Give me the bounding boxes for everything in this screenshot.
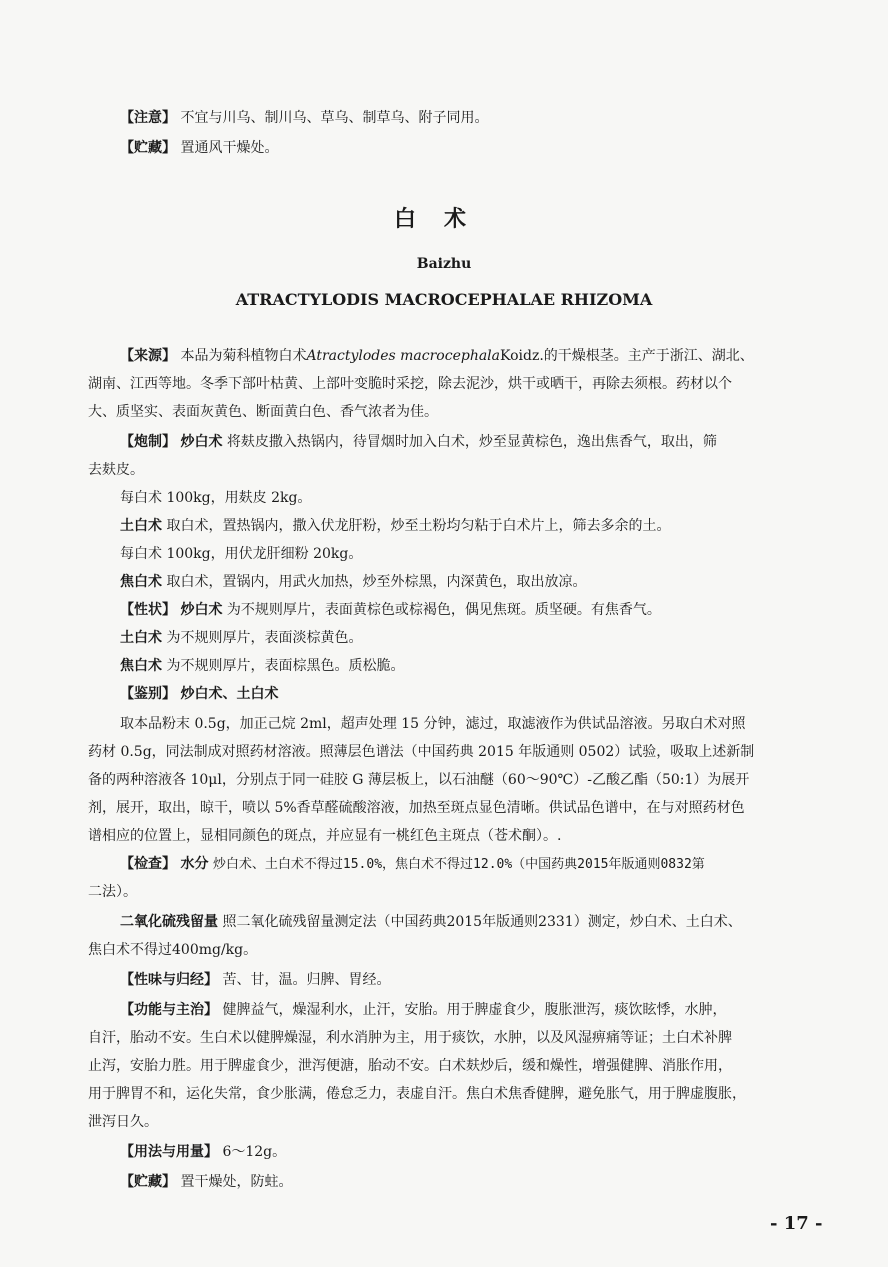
characters-text-2: 为不规则厚片，表面淡棕黄色。 — [166, 630, 363, 646]
title-pinyin: Baizhu — [416, 256, 472, 272]
processing-text-4: 取白术，置热锅内，撒入伏龙肝粉，炒至土粉均匀粘于白术片上，筛去多余的土。 — [166, 518, 671, 534]
storage-text-top: 置通风干燥处。 — [180, 140, 279, 156]
functions-text-1: 健脾益气，燥湿利水，止汗，安胎。用于脾虚食少，腹胀泄泻，痰饮眩悸，水肿， — [222, 1002, 727, 1018]
nature-text: 苦、甘，温。归脾、胃经。 — [222, 972, 391, 988]
processing-line-6 — [120, 572, 838, 592]
title-chinese: 白术 — [393, 206, 494, 232]
characters-item-3: 焦白术 — [120, 658, 162, 674]
functions-line-1 — [120, 1000, 838, 1020]
storage-text: 置干燥处，防蛀。 — [180, 1174, 293, 1190]
identification-line-4: 剂，展开，取出，晾干，喷以 5%香草醛硫酸溶液，加热至斑点显色清晰。供试品色谱中，在与对照药材色 — [88, 800, 745, 816]
processing-label: 【炮制】 — [120, 434, 176, 450]
functions-line-2: 自汗，胎动不安。生白术以健脾燥湿，利水消肿为主，用于痰饮，水肿，以及风湿痹痛等证；土白术补脾 — [88, 1030, 732, 1046]
inspection-text-3: 照二氧化硫残留量测定法（中国药典2015年版通则2331）测定，炒白术、土白术、 — [222, 914, 742, 930]
functions-line-4: 用于脾胃不和，运化失常，食少胀满，倦怠乏力，表虚自汗。焦白术焦香健脾，避免胀气，用于脾虚腹胀， — [88, 1086, 746, 1102]
storage-label-top: 【贮藏】 — [120, 140, 176, 156]
source-text-b: Koidz.的干燥根茎。主产于浙江、湖北、 — [500, 348, 754, 364]
functions-label: 【功能与主治】 — [120, 1002, 218, 1018]
characters-item-1: 炒白术 — [180, 602, 223, 618]
species-name: Atractylodes macrocephala — [306, 348, 501, 364]
inspection-text-1: 炒白术、土白术不得过15.0%，焦白术不得过12.0%（中国药典2015年版通则0832第 — [212, 857, 705, 872]
precaution-line — [120, 108, 838, 128]
processing-line-5: 每白术 100kg，用伏龙肝细粉 20kg。 — [120, 546, 363, 562]
processing-line-1 — [120, 432, 838, 452]
inspection-line-2: 二法）。 — [88, 884, 137, 900]
storage-label: 【贮藏】 — [120, 1174, 176, 1190]
inspection-label: 【检查】 — [120, 856, 176, 872]
characters-text-3: 为不规则厚片，表面棕黑色。质松脆。 — [166, 658, 405, 674]
identification-label: 【鉴别】 — [120, 686, 176, 702]
source-label: 【来源】 — [120, 348, 176, 364]
identification-heading-line — [120, 684, 838, 704]
storage-line-top — [120, 138, 838, 158]
nature-line — [120, 970, 838, 990]
source-line-3: 大、质坚实、表面灰黄色、断面黄白色、香气浓者为佳。 — [88, 404, 438, 420]
source-line-1 — [120, 346, 838, 366]
functions-line-3: 止泻，安胎力胜。用于脾虚食少，泄泻便溏，胎动不安。白术麸炒后，缓和燥性，增强健脾、消胀作用， — [88, 1058, 732, 1074]
inspection-line-1 — [120, 854, 838, 875]
processing-item-tubaizhu: 土白术 — [120, 518, 162, 534]
source-line-2: 湖南、江西等地。冬季下部叶枯黄、上部叶变脆时采挖，除去泥沙，烘干或晒干，再除去须根。药材以个 — [88, 376, 732, 392]
processing-line-3: 每白术 100kg，用麸皮 2kg。 — [120, 490, 312, 506]
characters-label: 【性状】 — [120, 602, 176, 618]
source-text-a: 本品为菊科植物白术 — [180, 348, 307, 364]
identification-line-1: 取本品粉末 0.5g，加正己烷 2ml，超声处理 15 分钟，滤过，取滤液作为供试品溶液。另取白术对照 — [120, 716, 746, 732]
characters-line-1 — [120, 600, 838, 620]
page-number: - 17 - — [770, 1213, 823, 1234]
usage-label: 【用法与用量】 — [120, 1144, 218, 1160]
usage-text: 6～12g。 — [222, 1144, 287, 1160]
inspection-line-3 — [120, 912, 838, 932]
title-latin: ATRACTYLODIS MACROCEPHALAE RHIZOMA — [235, 290, 653, 309]
storage-line — [120, 1172, 838, 1192]
processing-text-1: 将麸皮撒入热锅内，待冒烟时加入白术，炒至显黄棕色，逸出焦香气，取出，筛 — [226, 434, 717, 450]
functions-line-5: 泄泻日久。 — [88, 1114, 158, 1130]
identification-line-3: 备的两种溶液各 10μl，分别点于同一硅胶 G 薄层板上，以石油醚（60～90℃）-乙酸乙酯（50:1）为展开 — [88, 772, 750, 788]
processing-line-2: 去麸皮。 — [88, 462, 144, 478]
nature-label: 【性味与归经】 — [120, 972, 218, 988]
precaution-text: 不宜与川乌、制川乌、草乌、制草乌、附子同用。 — [180, 110, 489, 126]
inspection-item-so2: 二氧化硫残留量 — [120, 914, 218, 930]
processing-item-chaobaizhu: 炒白术 — [180, 434, 223, 450]
usage-line — [120, 1142, 838, 1162]
characters-text-1: 为不规则厚片，表面黄棕色或棕褐色，偶见焦斑。质坚硬。有焦香气。 — [226, 602, 661, 618]
identification-heading: 炒白术、土白术 — [180, 686, 279, 702]
characters-line-3 — [120, 656, 838, 676]
processing-item-jiaobaizhu: 焦白术 — [120, 574, 162, 590]
inspection-item-moisture: 水分 — [180, 856, 209, 872]
characters-item-2: 土白术 — [120, 630, 162, 646]
inspection-line-4: 焦白术不得过400mg/kg。 — [88, 942, 258, 958]
processing-line-4 — [120, 516, 838, 536]
processing-text-6: 取白术，置锅内，用武火加热，炒至外棕黑，内深黄色，取出放凉。 — [166, 574, 587, 590]
characters-line-2 — [120, 628, 838, 648]
identification-line-5: 谱相应的位置上，显相同颜色的斑点，并应显有一桃红色主斑点（苍术酮）。. — [88, 828, 562, 844]
identification-line-2: 药材 0.5g，同法制成对照药材溶液。照薄层色谱法（中国药典 2015 年版通则 0502）试验，吸取上述新制 — [88, 744, 755, 760]
precaution-label: 【注意】 — [120, 110, 176, 126]
